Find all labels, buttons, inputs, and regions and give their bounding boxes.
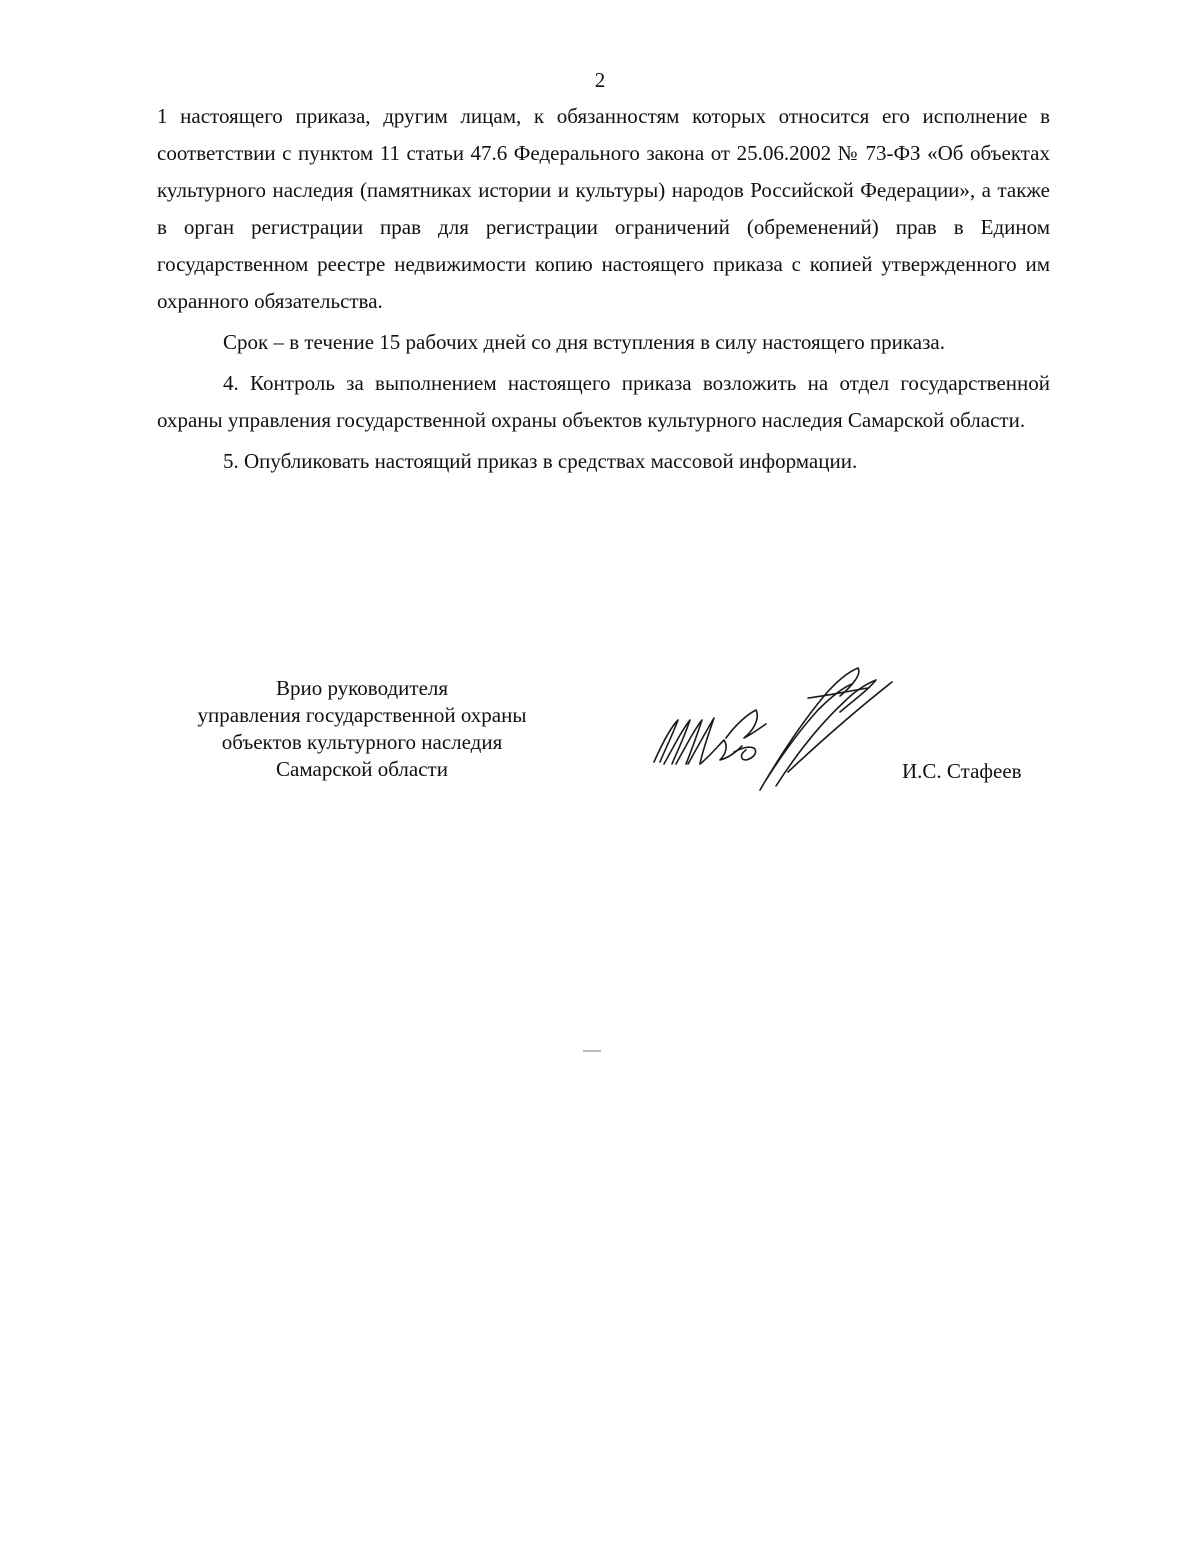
scan-artifact	[583, 1050, 601, 1052]
paragraph-deadline: Срок – в течение 15 рабочих дней со дня вступления в силу настоящего приказа.	[223, 330, 945, 354]
paragraph-continuation: 1 настоящего приказа, другим лицам, к обязанностям которых относится его исполнение в соответствии с пунктом 11 статьи 47.6 Федерального закона от 25.06.2002 № 73-ФЗ «Об объектах культурного наследия (памятниках истории и культуры) народов Российской Федерации», а также в орган регистрации прав для регистрации ограничений (обременений) прав в Едином государственном реестре недвижимости копию настоящего приказа с копией утвержденного им охранного обязательства.	[157, 104, 1050, 313]
signatory-position-line: Врио руководителя	[275, 676, 449, 700]
signature-stroke	[664, 720, 690, 764]
signatory-position-line: управления государственной охраны	[197, 703, 527, 727]
signature-stroke	[726, 710, 766, 738]
signature-stroke	[734, 747, 756, 760]
signatory-position	[162, 675, 562, 783]
document-body	[157, 98, 1050, 480]
signatory-position-line: Самарской области	[276, 757, 448, 781]
signatory-position-line: объектов культурного наследия	[221, 730, 503, 754]
signatory-name: И.С. Стафеев	[902, 759, 1022, 783]
paragraph-item-4: 4. Контроль за выполнением настоящего приказа возложить на отдел государственной охраны управления государственной охраны объектов культурного наследия Самарской области.	[157, 371, 1050, 432]
page-number: 2	[594, 68, 606, 92]
signature-stroke	[676, 720, 702, 764]
paragraph-item-5: 5. Опубликовать настоящий приказ в средствах массовой информации.	[223, 449, 858, 473]
handwritten-signature	[648, 662, 898, 792]
signature-stroke	[760, 668, 859, 790]
signature-stroke	[654, 720, 678, 762]
